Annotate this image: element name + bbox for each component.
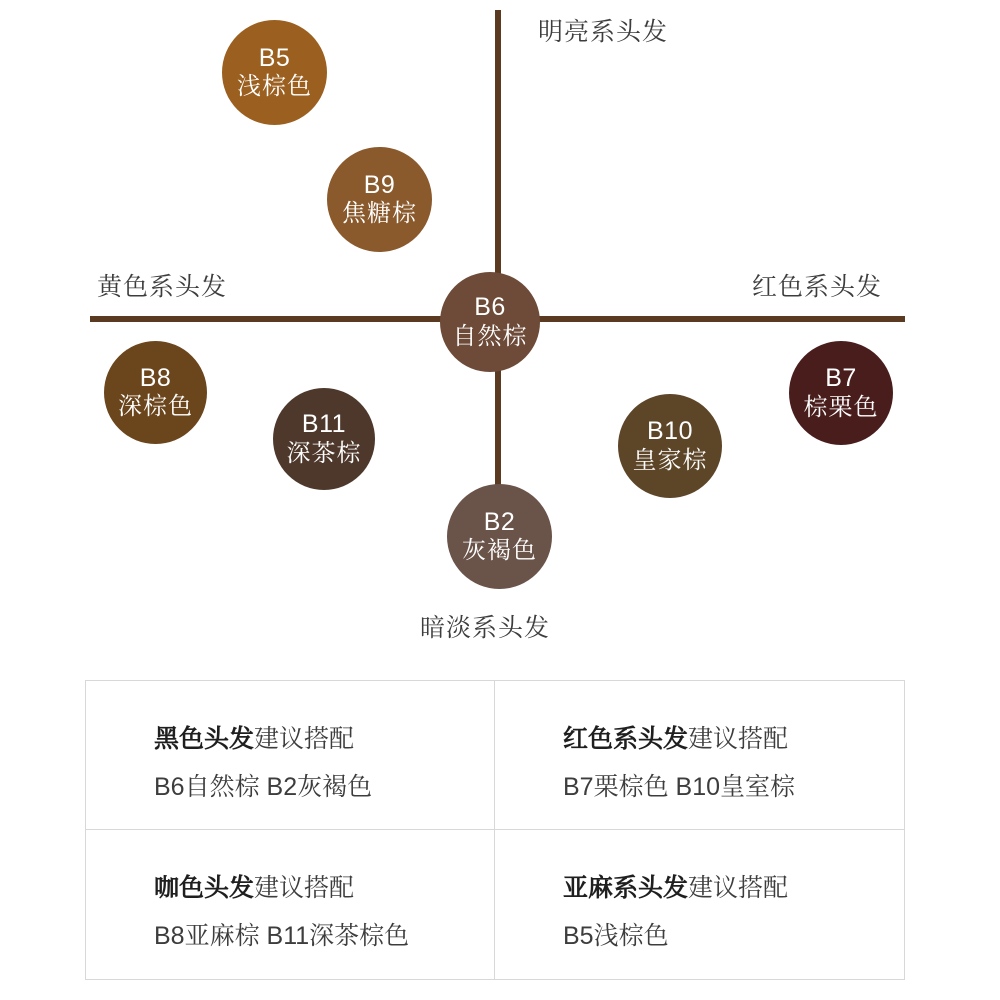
swatch-code: B5: [258, 43, 291, 72]
axis-label-left: 黄色系头发: [97, 273, 228, 301]
swatch-code: B7: [825, 364, 857, 393]
recommendation-cell: [495, 830, 904, 979]
recommendation-hair-type: 咖色头发: [154, 874, 255, 902]
color-swatch-b2[interactable]: [447, 484, 552, 589]
swatch-code: B11: [301, 410, 347, 439]
swatch-code: B8: [139, 363, 172, 392]
recommendation-hair-type: 黑色头发: [154, 725, 255, 753]
swatch-name: 灰褐色: [462, 537, 537, 565]
recommendation-hair-type: 亚麻系头发: [563, 874, 689, 902]
axis-label-top: 明亮系头发: [538, 18, 669, 46]
axis-label-right: 红色系头发: [752, 273, 883, 301]
color-swatch-b8[interactable]: [104, 341, 207, 444]
color-swatch-b11[interactable]: [273, 388, 375, 490]
vertical-axis-line: [495, 10, 501, 510]
swatch-code: B2: [483, 507, 516, 536]
color-swatch-b5[interactable]: [222, 20, 327, 125]
recommendation-items: B7栗棕色 B10皇室棕: [563, 772, 796, 801]
recommendation-title: [154, 872, 494, 906]
swatch-name: 浅棕色: [237, 73, 312, 101]
recommendation-table: [85, 680, 905, 980]
recommendation-cell: [495, 681, 904, 830]
swatch-code: B10: [647, 417, 693, 446]
swatch-name: 焦糖棕: [342, 200, 417, 228]
recommendation-title: [154, 723, 494, 757]
recommendation-suffix: 建议搭配: [688, 725, 789, 753]
swatch-name: 棕栗色: [803, 393, 879, 421]
color-swatch-b6[interactable]: [440, 272, 540, 372]
color-swatch-b10[interactable]: [618, 394, 722, 498]
recommendation-title: [563, 872, 904, 906]
recommendation-items: B8亚麻棕 B11深茶棕色: [154, 921, 410, 950]
recommendation-suffix: 建议搭配: [254, 874, 355, 902]
recommendation-suffix: 建议搭配: [254, 725, 355, 753]
axis-label-bottom: 暗淡系头发: [420, 614, 551, 642]
recommendation-cell: [86, 681, 495, 830]
swatch-code: B9: [363, 170, 396, 199]
color-swatch-b7[interactable]: [789, 341, 893, 445]
recommendation-hair-type: 红色系头发: [563, 725, 689, 753]
swatch-name: 深棕色: [118, 393, 193, 421]
swatch-name: 皇家棕: [632, 446, 708, 474]
recommendation-cell: [86, 830, 495, 979]
swatch-name: 深茶棕: [286, 439, 362, 467]
recommendation-items: B5浅棕色: [563, 921, 669, 950]
recommendation-title: [563, 723, 904, 757]
recommendation-items: B6自然棕 B2灰褐色: [154, 772, 373, 801]
recommendation-suffix: 建议搭配: [688, 874, 789, 902]
swatch-name: 自然棕: [452, 322, 528, 350]
swatch-code: B6: [474, 293, 506, 322]
color-swatch-b9[interactable]: [327, 147, 432, 252]
